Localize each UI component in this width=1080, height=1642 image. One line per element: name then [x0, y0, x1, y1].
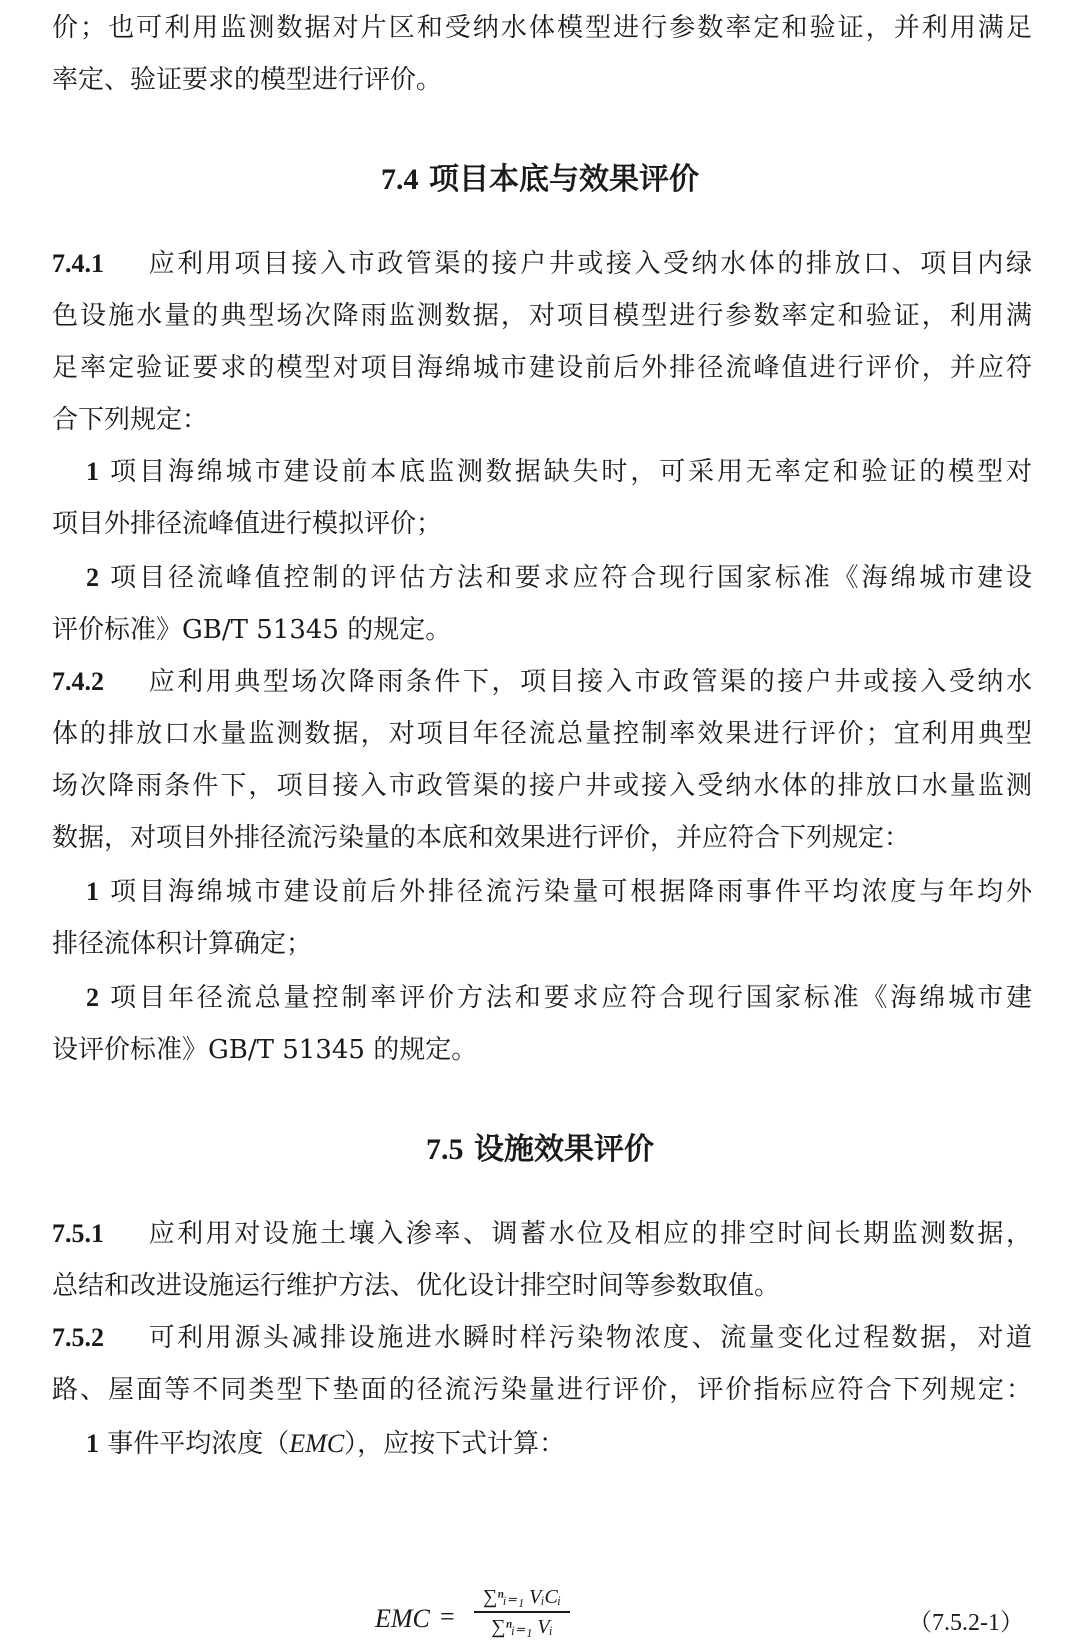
formula-denominator: ∑ⁿᵢ₌₁ Vᵢ [491, 1615, 553, 1638]
clause-number: 7.4.2 [52, 667, 104, 696]
fraction-bar [474, 1611, 570, 1613]
paragraph-line: 价；也可利用监测数据对片区和受纳水体模型进行参数率定和验证，并利用满足 [52, 13, 1032, 43]
item-text: 项目海绵城市建设前后外排径流污染量可根据降雨事件平均浓度与年均外 [110, 877, 1032, 907]
clause-text: 应利用对设施土壤入渗率、调蓄水位及相应的排空时间长期监测数据， [146, 1219, 1032, 1249]
clause-text: 应利用典型场次降雨条件下，项目接入市政管渠的接户井或接入受纳水 [146, 667, 1032, 697]
item-number: 1 [86, 457, 99, 486]
paragraph-line: 路、屋面等不同类型下垫面的径流污染量进行评价，评价指标应符合下列规定： [52, 1375, 1032, 1405]
item-number: 1 [86, 877, 99, 906]
clause-number: 7.5.2 [52, 1323, 104, 1352]
section-number: 7.5 [426, 1133, 464, 1166]
clause-7-4-1-line [52, 246, 1032, 282]
item-number: 2 [86, 563, 99, 592]
paragraph-line: 率定、验证要求的模型进行评价。 [52, 65, 443, 95]
list-item [86, 454, 1032, 490]
section-title: 项目本底与效果评价 [428, 162, 699, 197]
paragraph-line: 色设施水量的典型场次降雨监测数据，对项目模型进行参数率定和验证，利用满 [52, 301, 1032, 331]
paragraph-line: 足率定验证要求的模型对项目海绵城市建设前后外排径流峰值进行评价，并应符 [52, 353, 1032, 383]
formula-emc [0, 1584, 1080, 1642]
clause-text: 可利用源头减排设施进水瞬时样污染物浓度、流量变化过程数据，对道 [146, 1323, 1032, 1353]
list-item [86, 560, 1032, 596]
list-item [86, 874, 1032, 910]
formula-lhs: EMC [375, 1604, 430, 1633]
item-number: 1 [86, 1429, 99, 1458]
paragraph-line: 评价标准》GB/T 51345 的规定。 [52, 615, 452, 645]
paragraph-line: 数据，对项目外排径流污染量的本底和效果进行评价，并应符合下列规定： [52, 823, 911, 853]
section-number: 7.4 [381, 163, 419, 196]
section-heading-7-4 [0, 158, 1080, 202]
paragraph-line: 排径流体积计算确定； [52, 929, 313, 959]
paragraph-line: 项目外排径流峰值进行模拟评价； [52, 509, 443, 539]
item-number: 2 [86, 983, 99, 1012]
clause-7-4-2-line [52, 664, 1032, 700]
paragraph-line: 合下列规定： [52, 405, 209, 435]
paragraph-line: 总结和改进设施运行维护方法、优化设计排空时间等参数取值。 [52, 1271, 781, 1301]
item-text: 项目径流峰值控制的评估方法和要求应符合现行国家标准《海绵城市建设 [110, 563, 1032, 593]
clause-number: 7.4.1 [52, 249, 104, 278]
item-text-tail: ），应按下式计算： [344, 1429, 566, 1459]
paragraph-line: 体的排放口水量监测数据，对项目年径流总量控制率效果进行评价；宜利用典型 [52, 719, 1032, 749]
item-variable: EMC [289, 1429, 345, 1458]
formula-fraction [474, 1584, 570, 1640]
item-text: 事件平均浓度（ [107, 1429, 290, 1459]
clause-7-5-2-line [52, 1320, 1032, 1356]
item-text: 项目海绵城市建设前本底监测数据缺失时，可采用无率定和验证的模型对 [110, 457, 1032, 487]
list-item [86, 1426, 1032, 1462]
clause-text: 应利用项目接入市政管渠的接户井或接入受纳水体的排放口、项目内绿 [146, 249, 1032, 279]
formula-number: （7.5.2-1） [908, 1610, 1024, 1636]
paragraph-line: 场次降雨条件下，项目接入市政管渠的接户井或接入受纳水体的排放口水量监测 [52, 771, 1032, 801]
section-heading-7-5 [0, 1128, 1080, 1172]
section-title: 设施效果评价 [473, 1132, 654, 1167]
clause-7-5-1-line [52, 1216, 1032, 1252]
clause-number: 7.5.1 [52, 1219, 104, 1248]
paragraph-line: 设评价标准》GB/T 51345 的规定。 [52, 1035, 478, 1065]
formula-numerator: ∑ⁿᵢ₌₁ VᵢCᵢ [482, 1586, 562, 1608]
item-text: 项目年径流总量控制率评价方法和要求应符合现行国家标准《海绵城市建 [110, 983, 1032, 1013]
formula-equals: = [440, 1602, 455, 1631]
list-item [86, 980, 1032, 1016]
